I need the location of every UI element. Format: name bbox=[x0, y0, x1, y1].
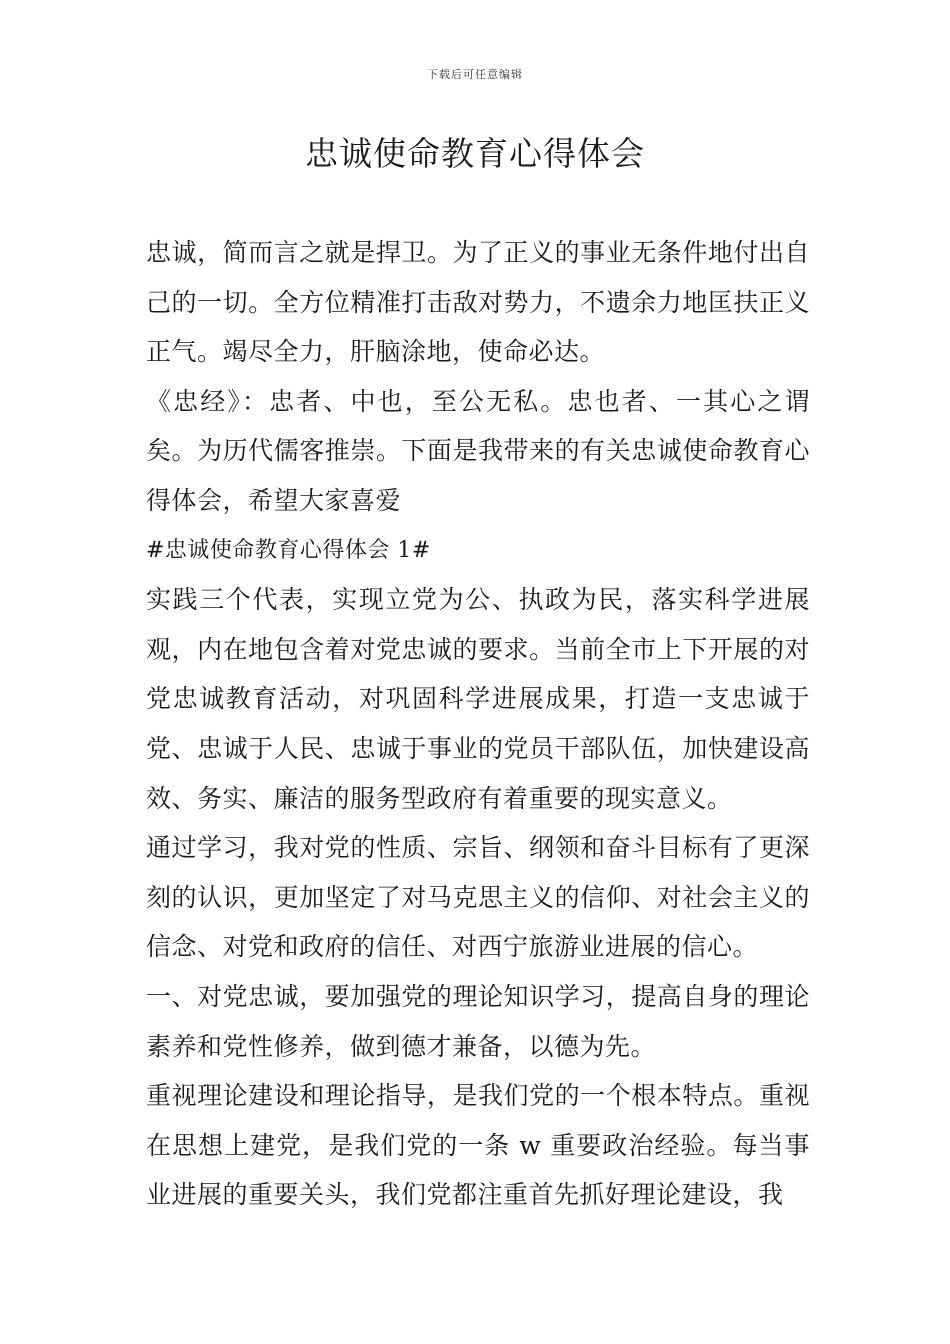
document-body bbox=[146, 228, 810, 1220]
paragraph-theory: 重视理论建设和理论指导，是我们党的一个根本特点。重视在思想上建党，是我们党的一条 w 重要政治经验。每当事业进展的重要关头，我们党都注重首先抓好理论建设，我 bbox=[146, 1081, 810, 1210]
paragraph-practice: 实践三个代表，实现立党为公、执政为民，落实科学进展观，内在地包含着对党忠诚的要求。当前全市上下开展的对党忠诚教育活动，对巩固科学进展成果，打造一支忠诚于党、忠诚于人民、忠诚于事业的党员干部队伍，加快建设高效、务实、廉洁的服务型政府有着重要的现实意义。 bbox=[146, 585, 810, 813]
paragraph-intro: 忠诚，简而言之就是捍卫。为了正义的事业无条件地付出自己的一切。全方位精准打击敌对势力，不遗余力地匡扶正义正气。竭尽全力，肝脑涂地，使命必达。 bbox=[146, 238, 810, 367]
section-heading: #忠诚使命教育心得体会 1# bbox=[146, 537, 431, 563]
header-note: 下载后可任意编辑 bbox=[427, 68, 523, 81]
paragraph-quote: 《忠经》：忠者、中也，至公无私。忠也者、一其心之谓矣。为历代儒客推崇。下面是我带来的有关忠诚使命教育心得体会，希望大家喜爱 bbox=[146, 386, 810, 515]
document-title: 忠诚使命教育心得体会 bbox=[305, 134, 645, 173]
paragraph-point-one: 一、对党忠诚，要加强党的理论知识学习，提高自身的理论素养和党性修养，做到德才兼备，以德为先。 bbox=[146, 981, 810, 1061]
paragraph-study: 通过学习，我对党的性质、宗旨、纲领和奋斗目标有了更深刻的认识，更加坚定了对马克思主义的信仰、对社会主义的信念、对党和政府的信任、对西宁旅游业进展的信心。 bbox=[146, 833, 810, 962]
